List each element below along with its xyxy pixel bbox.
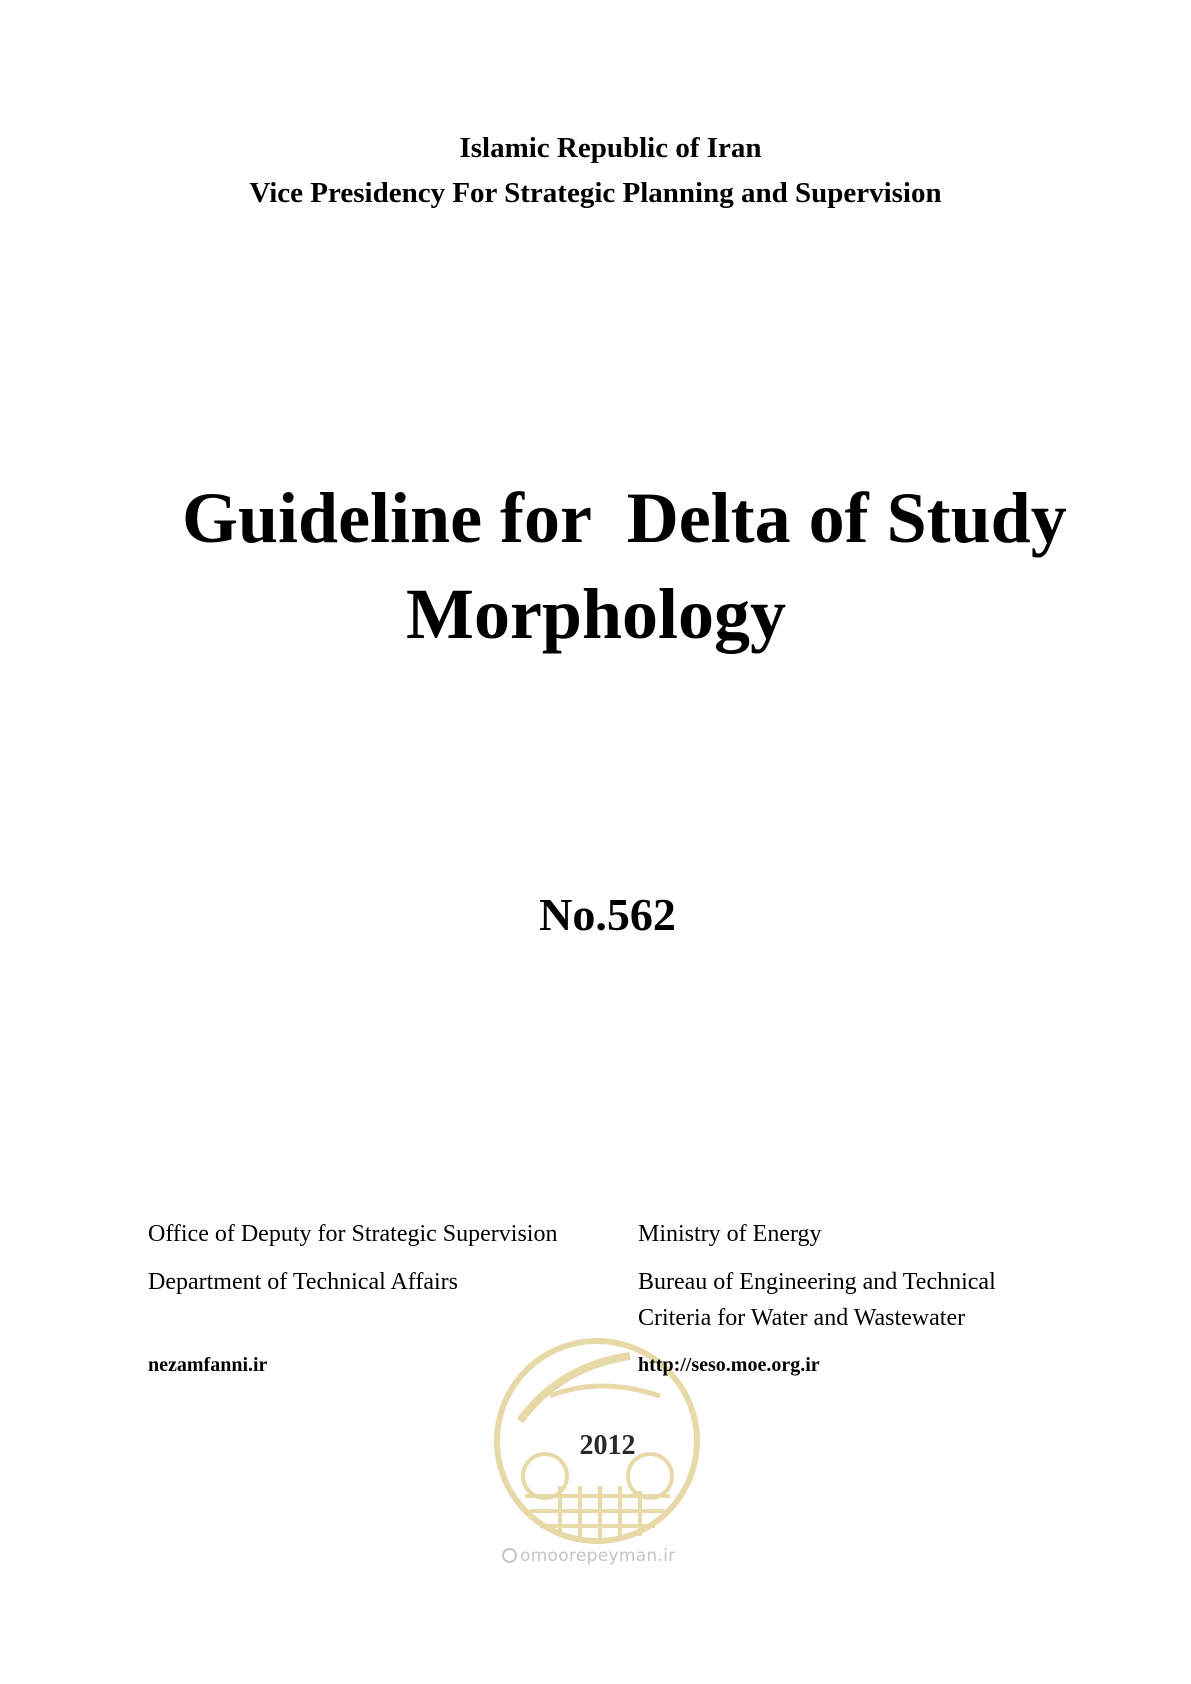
right-website-link[interactable]: http://seso.moe.org.ir [638, 1354, 820, 1376]
department-name: Department of Technical Affairs [148, 1269, 458, 1295]
document-title-line1: Guideline for Delta of Study [182, 478, 1067, 558]
document-title-line2: Morphology [406, 574, 787, 654]
right-publisher-column [638, 1216, 996, 1336]
globe-icon [502, 1548, 517, 1563]
watermark [502, 1546, 676, 1566]
publication-year: 2012 [579, 1430, 636, 1461]
bureau-name-line2: Criteria for Water and Wastewater [638, 1305, 966, 1331]
left-publisher-column [148, 1216, 557, 1300]
header-country: Islamic Republic of Iran [459, 132, 762, 164]
header [0, 126, 1191, 216]
left-website-link[interactable]: nezamfanni.ir [148, 1354, 268, 1376]
bureau-name-line1: Bureau of Engineering and Technical [638, 1269, 996, 1295]
ministry-name: Ministry of Energy [638, 1221, 822, 1247]
document-title [0, 470, 1191, 662]
header-vice-presidency: Vice Presidency For Strategic Planning and Supervision [249, 177, 942, 209]
document-number: No.562 [539, 889, 676, 940]
watermark-text: omoorepeyman.ir [520, 1546, 676, 1566]
office-name: Office of Deputy for Strategic Supervision [148, 1221, 558, 1247]
